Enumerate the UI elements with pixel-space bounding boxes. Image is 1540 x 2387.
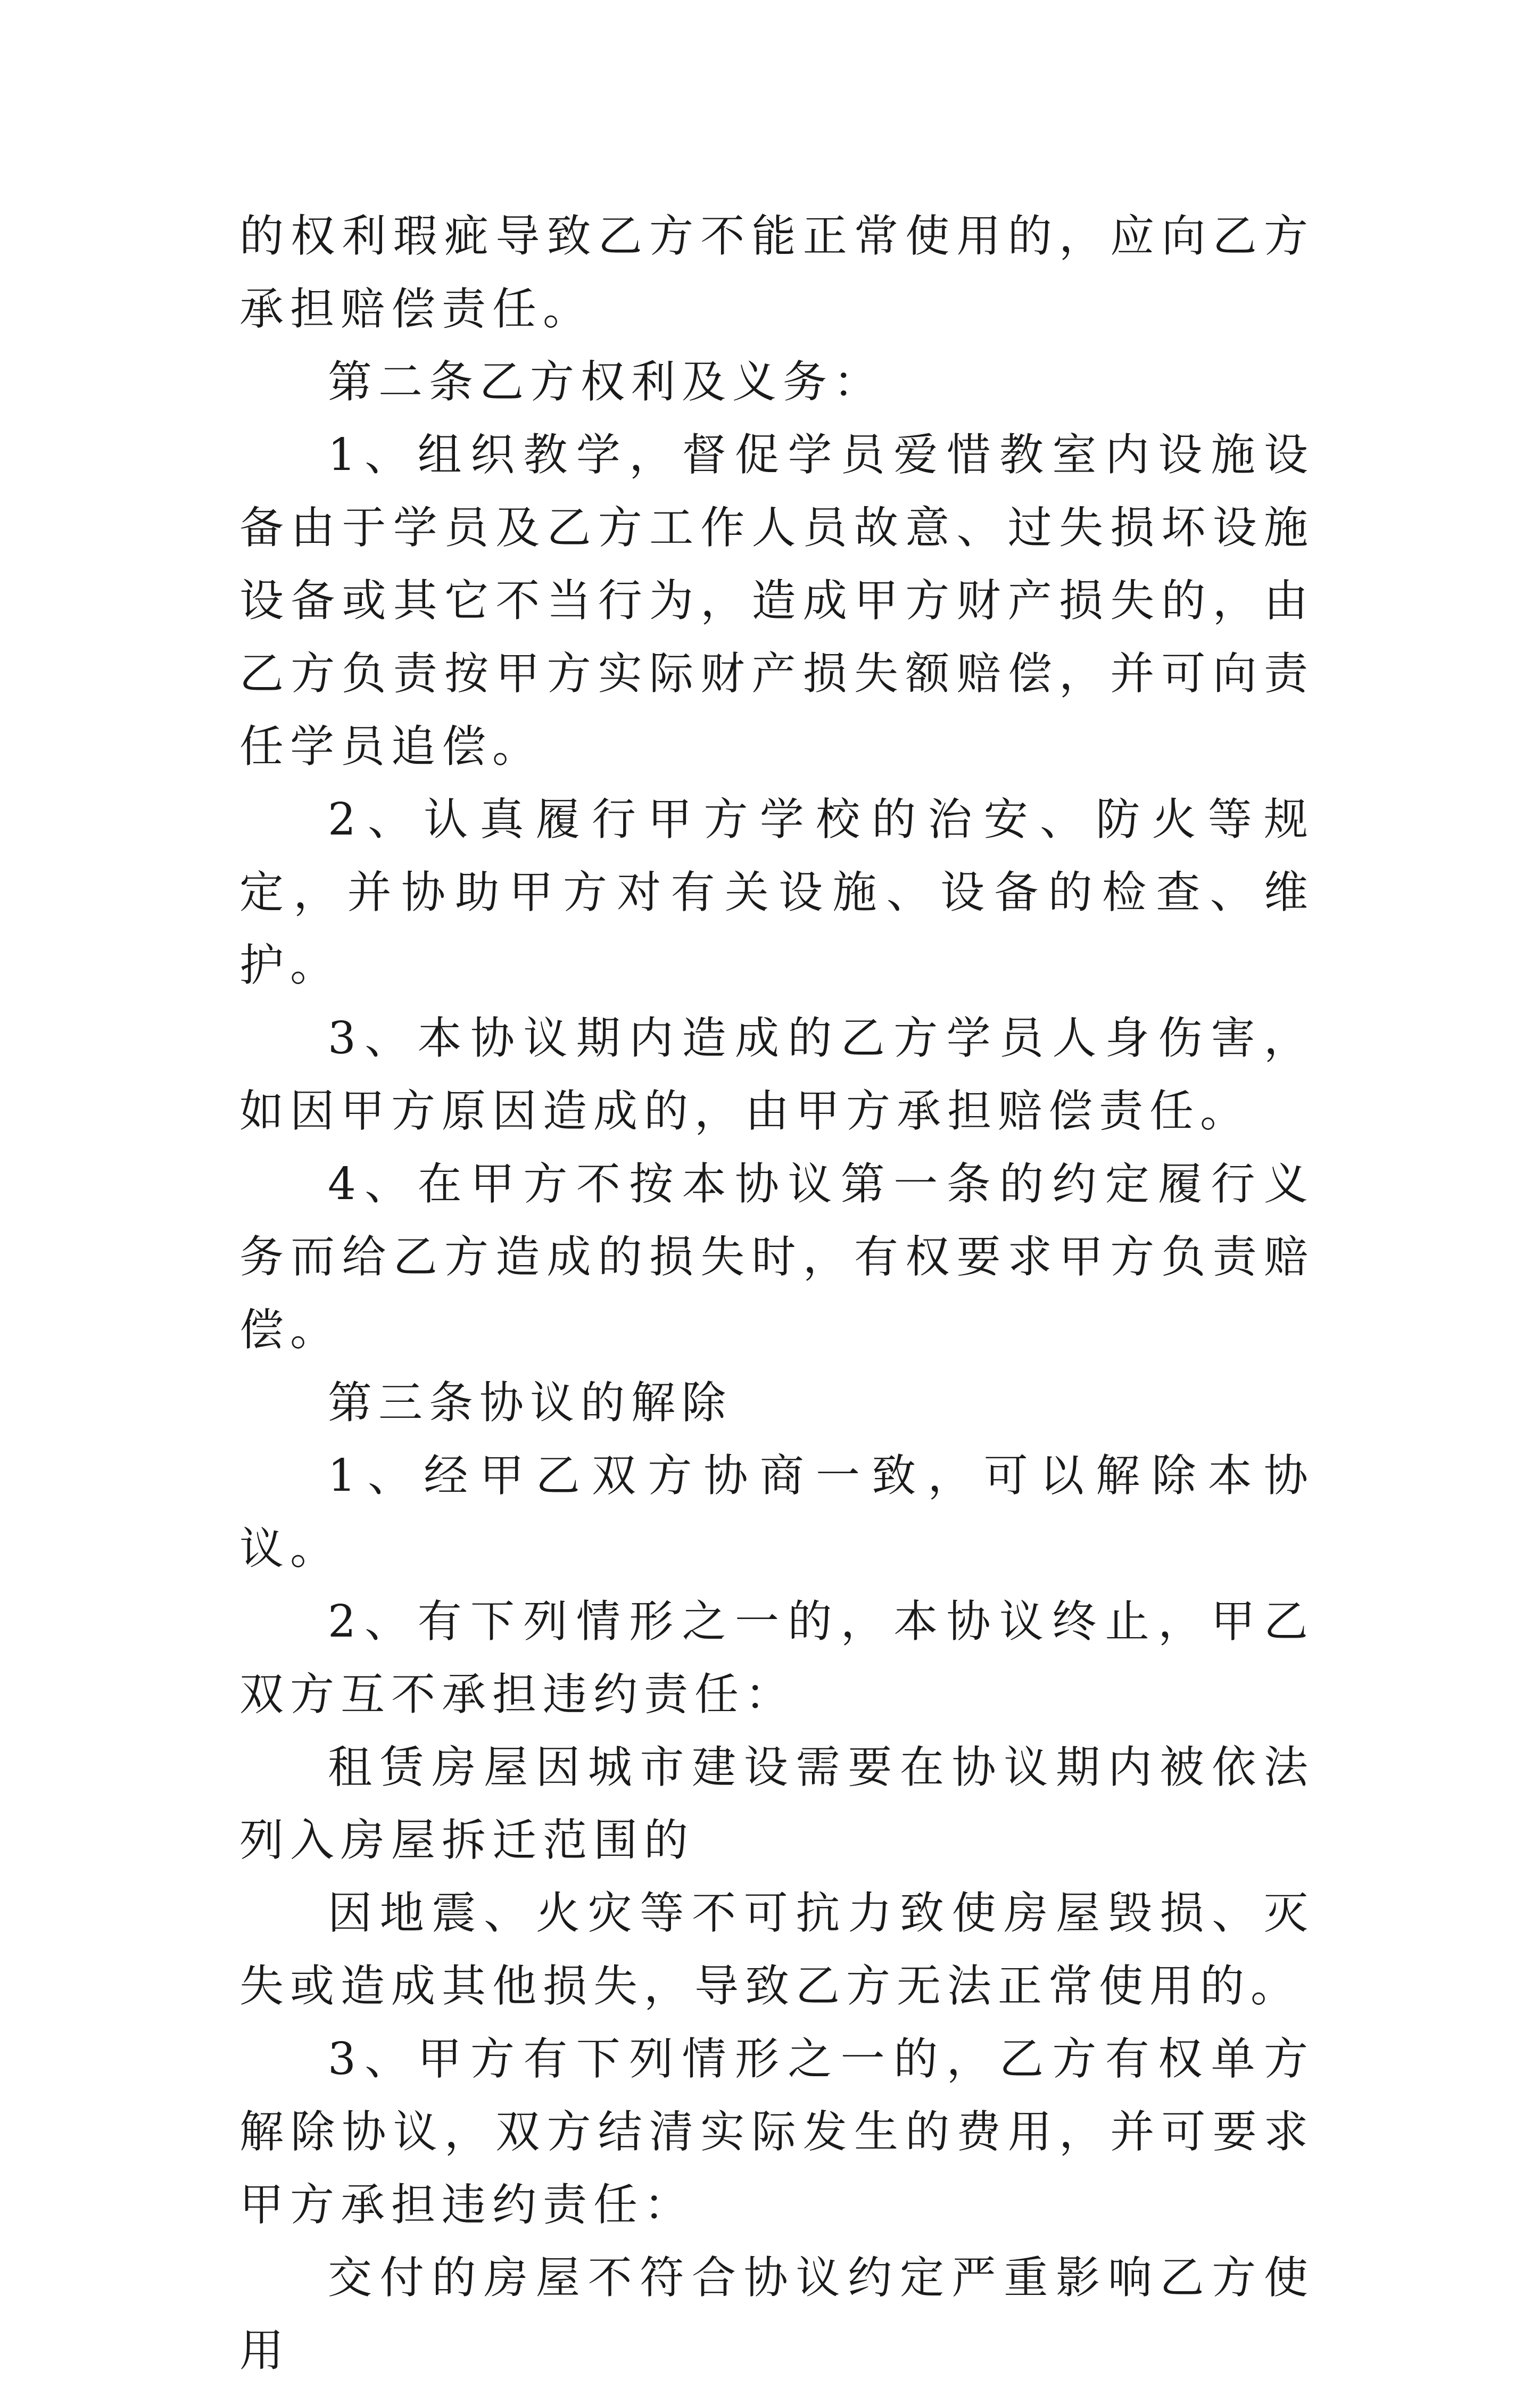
- paragraph-article-2-item-1: 1、组织教学，督促学员爱惜教室内设施设备由于学员及乙方工作人员故意、过失损坏设施设备或其它不当行为，造成甲方财产损失的，由乙方负责按甲方实际财产损失额赔偿，并可向责任学员追偿。: [239, 429, 1314, 772]
- heading-article-2: 第二条乙方权利及义务：: [328, 356, 884, 408]
- paragraph-rights-defect: 的权利瑕疵导致乙方不能正常使用的，应向乙方承担赔偿责任。: [239, 210, 1314, 335]
- heading-article-3: 第三条协议的解除: [328, 1377, 732, 1428]
- document-body: [239, 200, 1314, 2387]
- paragraph-article-3-item-2: 2、有下列情形之一的，本协议终止，甲乙双方互不承担违约责任：: [239, 1596, 1314, 1720]
- paragraph-article-2-item-2: 2、认真履行甲方学校的治安、防火等规定，并协助甲方对有关设施、设备的检查、维护。: [239, 794, 1314, 991]
- paragraph-article-2-item-4: 4、在甲方不按本协议第一条的约定履行义务而给乙方造成的损失时，有权要求甲方负责赔偿。: [239, 1158, 1314, 1356]
- paragraph-article-2-item-3: 3、本协议期内造成的乙方学员人身伤害，如因甲方原因造成的，由甲方承担赔偿责任。: [239, 1012, 1314, 1137]
- paragraph-article-3-case-force-majeure: 因地震、火灾等不可抗力致使房屋毁损、灭失或造成其他损失，导致乙方无法正常使用的。: [239, 1887, 1314, 2012]
- paragraph-article-3-item-1: 1、经甲乙双方协商一致，可以解除本协议。: [239, 1450, 1314, 1574]
- paragraph-article-3-case-demolition: 租赁房屋因城市建设需要在协议期内被依法列入房屋拆迁范围的: [239, 1741, 1314, 1866]
- paragraph-article-3-case-nonconforming: 交付的房屋不符合协议约定严重影响乙方使用: [239, 2252, 1314, 2376]
- paragraph-article-3-item-3: 3、甲方有下列情形之一的，乙方有权单方解除协议，双方结清实际发生的费用，并可要求甲方承担违约责任：: [239, 2033, 1314, 2231]
